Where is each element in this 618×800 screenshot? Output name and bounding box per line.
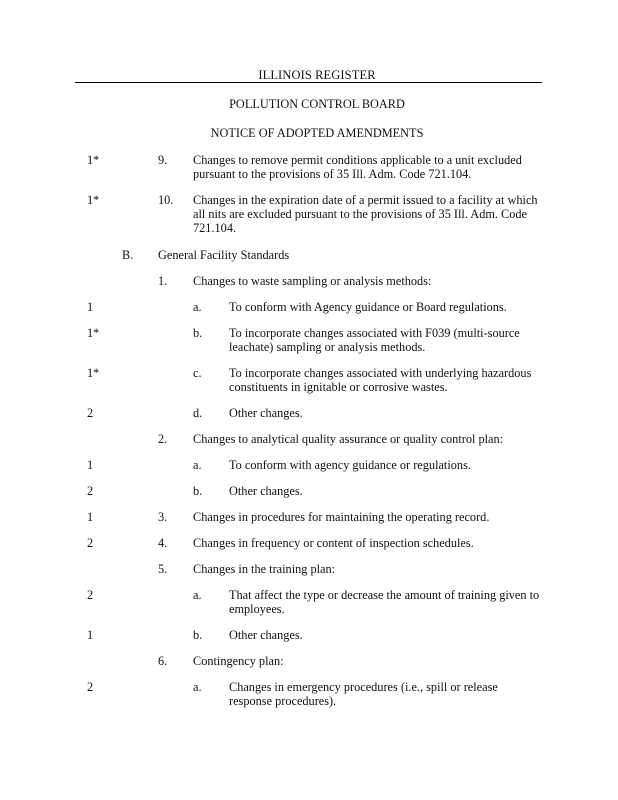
item-letter: d. (193, 406, 203, 420)
item-text: Other changes. (229, 484, 303, 498)
item-letter: b. (193, 628, 203, 642)
item-letter: a. (193, 458, 202, 472)
subsection-text: Changes to waste sampling or analysis methods: (193, 274, 432, 288)
class-label: 2 (87, 536, 94, 550)
class-label: 2 (87, 680, 94, 694)
item-letter: a. (193, 300, 202, 314)
item-letter: a. (193, 680, 202, 694)
class-label: 2 (87, 406, 94, 420)
subsection-number: 4. (158, 536, 168, 550)
item-text: Other changes. (229, 406, 303, 420)
subsection-number: 3. (158, 510, 168, 524)
class-label: 2 (87, 484, 94, 498)
class-label: 1 (87, 510, 94, 524)
subsection-number: 6. (158, 654, 168, 668)
class-label: 1 (87, 300, 94, 314)
item-letter: b. (193, 326, 203, 340)
notice-title: NOTICE OF ADOPTED AMENDMENTS (210, 126, 424, 140)
subsection-text: Changes in frequency or content of inspection schedules. (193, 536, 474, 550)
item-text: To conform with agency guidance or regulations. (229, 458, 471, 472)
item-text: To incorporate changes associated with F039 (multi-source leachate) sampling or analysis methods. (229, 326, 520, 354)
subsection-number: 1. (158, 274, 168, 288)
class-label: 1* (87, 366, 100, 380)
header-rule (75, 82, 542, 83)
class-label: 1 (87, 628, 94, 642)
item-text: To incorporate changes associated with underlying hazardous constituents in ignitable or corrosive wastes. (229, 366, 532, 394)
item-text: To conform with Agency guidance or Board regulations. (229, 300, 507, 314)
agency-title: POLLUTION CONTROL BOARD (229, 97, 405, 111)
item-text: Changes in emergency procedures (i.e., spill or release response procedures). (229, 680, 498, 708)
item-letter: c. (193, 366, 202, 380)
class-label: 1* (87, 153, 100, 167)
subsection-text: Changes in procedures for maintaining the operating record. (193, 510, 490, 524)
register-title: ILLINOIS REGISTER (258, 68, 376, 82)
section-label: B. (122, 248, 134, 262)
item-letter: a. (193, 588, 202, 602)
class-label: 1* (87, 193, 100, 207)
item-letter: b. (193, 484, 203, 498)
class-label: 1 (87, 458, 94, 472)
class-label: 2 (87, 588, 94, 602)
subsection-text: Contingency plan: (193, 654, 284, 668)
subsection-number: 5. (158, 562, 168, 576)
subsection-text: Changes in the training plan: (193, 562, 336, 576)
subsection-number: 2. (158, 432, 168, 446)
subsection-text: Changes to analytical quality assurance or quality control plan: (193, 432, 504, 446)
item-number: 9. (158, 153, 168, 167)
item-text: That affect the type or decrease the amount of training given to employees. (229, 588, 540, 616)
item-text: Changes to remove permit conditions applicable to a unit excluded pursuant to the provisions of 35 Ill. Adm. Code 721.104. (193, 153, 522, 181)
item-text: Other changes. (229, 628, 303, 642)
item-number: 10. (158, 193, 174, 207)
class-label: 1* (87, 326, 100, 340)
item-text: Changes in the expiration date of a permit issued to a facility at which all nits are excluded pursuant to the provisions of 35 Ill. Adm. Code 721.104. (193, 193, 538, 235)
section-title: General Facility Standards (158, 248, 290, 262)
